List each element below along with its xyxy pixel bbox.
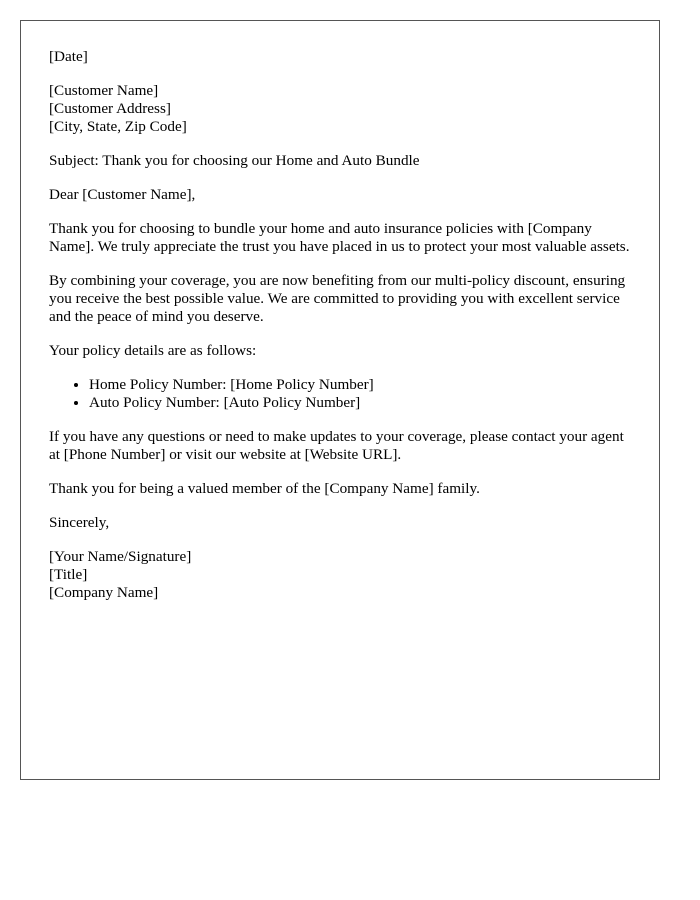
- body-paragraph-valued-member: Thank you for being a valued member of the [Company Name] family.: [49, 480, 480, 497]
- letter-date: [Date]: [49, 48, 88, 65]
- body-paragraph-discount: By combining your coverage, you are now benefiting from our multi-policy discount, ensuring you receive the best possible value. We are committed to providing you with excellent service and the peace of mind you deserve.: [49, 272, 626, 325]
- body-paragraph-contact: If you have any questions or need to make updates to your coverage, please contact your agent at [Phone Number] or visit our website at [Website URL].: [49, 428, 624, 463]
- list-item-home-policy: • Home Policy Number: [Home Policy Number]: [89, 376, 631, 394]
- recipient-name: [Customer Name]: [49, 82, 159, 99]
- letter-salutation: Dear [Customer Name],: [49, 186, 196, 203]
- signature-title: [Title]: [49, 566, 88, 583]
- recipient-city-state-zip: [City, State, Zip Code]: [49, 118, 187, 135]
- signature-name: [Your Name/Signature]: [49, 548, 192, 565]
- policy-details-intro: Your policy details are as follows:: [49, 342, 257, 359]
- signature-block: [49, 548, 631, 602]
- body-paragraph-thanks: Thank you for choosing to bundle your home and auto insurance policies with [Company Name]. We truly appreciate the trust you have placed in us to protect your most valuable assets.: [49, 220, 630, 255]
- letter-page: [20, 20, 660, 780]
- recipient-address: [Customer Address]: [49, 100, 171, 117]
- letter-closing: Sincerely,: [49, 514, 110, 531]
- policy-details-list: [49, 376, 631, 412]
- list-item-auto-policy: • Auto Policy Number: [Auto Policy Number]: [89, 394, 631, 412]
- letter-subject: Subject: Thank you for choosing our Home and Auto Bundle: [49, 152, 420, 169]
- signature-company: [Company Name]: [49, 584, 159, 601]
- recipient-block: [49, 82, 631, 136]
